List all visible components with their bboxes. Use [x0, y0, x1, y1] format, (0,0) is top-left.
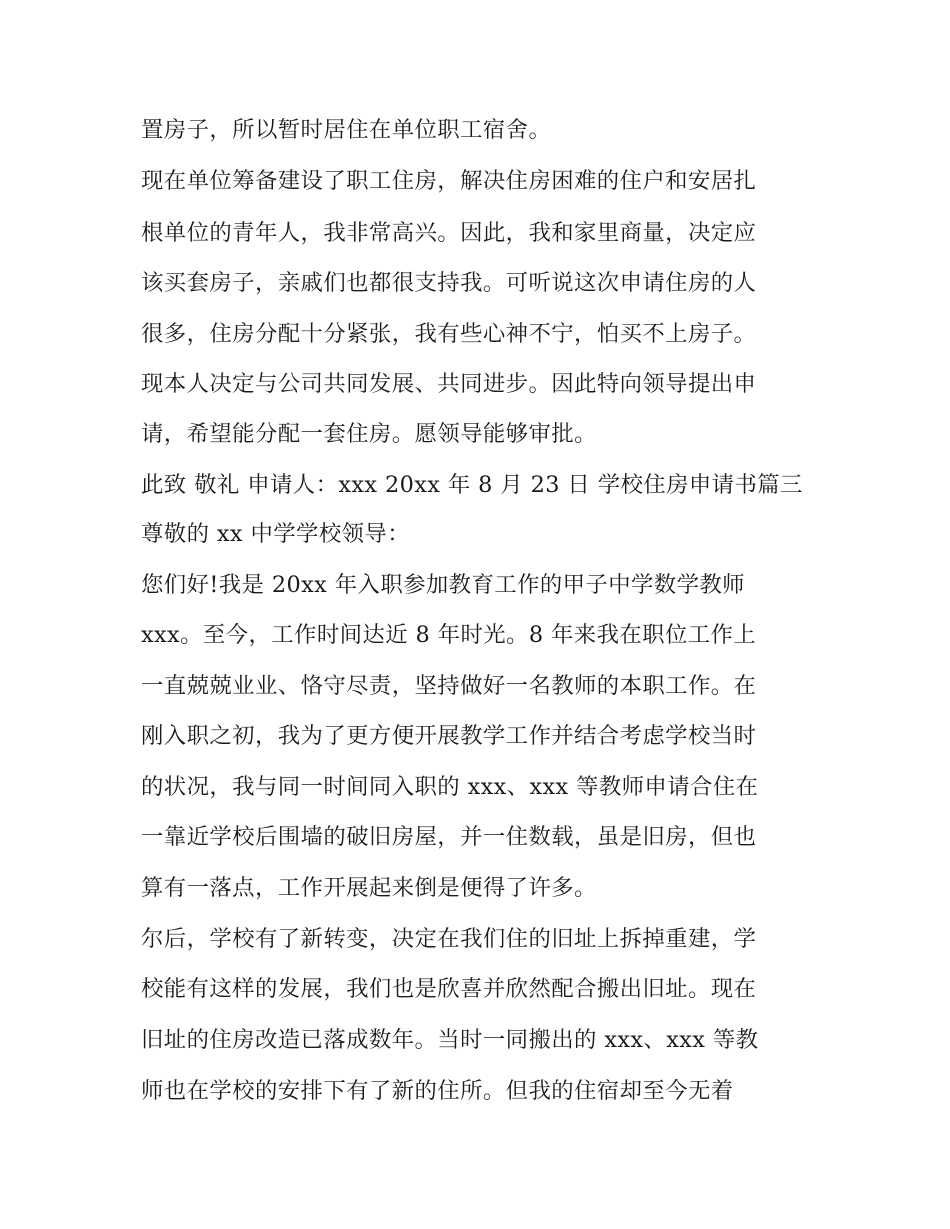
text-line: 的状况，我与同一时间同入职的 xxx、xxx 等教师申请合住在 [141, 774, 759, 800]
text-line: 根单位的青年人，我非常高兴。因此，我和家里商量，决定应 [141, 220, 757, 246]
text-line: 校能有这样的发展，我们也是欣喜并欣然配合搬出旧址。现在 [141, 976, 757, 1002]
text-line: 算有一落点，工作开展起来倒是便得了许多。 [141, 875, 597, 901]
text-line: 现在单位筹备建设了职工住房，解决住房困难的住户和安居扎 [141, 168, 757, 194]
text-line: 师也在学校的安排下有了新的住所。但我的住宿却至今无着 [141, 1078, 734, 1104]
text-line: 您们好!我是 20xx 年入职参加教育工作的甲子中学数学教师 [141, 572, 745, 598]
text-line: xxx。至今，工作时间达近 8 年时光。8 年来我在职位工作上 [141, 622, 757, 648]
text-line: 很多，住房分配十分紧张，我有些心神不宁，怕买不上房子。 [141, 321, 757, 347]
text-line: 旧址的住房改造已落成数年。当时一同搬出的 xxx、xxx 等教 [141, 1027, 759, 1053]
text-line: 尊敬的 xx 中学学校领导： [141, 521, 410, 547]
text-line: 现本人决定与公司共同发展、共同进步。因此特向领导提出申 [141, 371, 757, 397]
text-line: 刚入职之初，我为了更方便开展教学工作并结合考虑学校当时 [141, 723, 757, 749]
text-line: 置房子，所以暂时居住在单位职工宿舍。 [141, 117, 552, 143]
text-line: 该买套房子，亲戚们也都很支持我。可听说这次申请住房的人 [141, 270, 757, 296]
text-line: 一直兢兢业业、恪守尽责，坚持做好一名教师的本职工作。在 [141, 673, 757, 699]
text-line: 此致 敬礼 申请人：xxx 20xx 年 8 月 23 日 学校住房申请书篇三 [141, 472, 803, 498]
text-line: 请，希望能分配一套住房。愿领导能够审批。 [141, 421, 597, 447]
text-line: 一靠近学校后围墙的破旧房屋，并一住数载，虽是旧房，但也 [141, 824, 757, 850]
text-line: 尔后，学校有了新转变，决定在我们住的旧址上拆掉重建，学 [141, 926, 757, 952]
